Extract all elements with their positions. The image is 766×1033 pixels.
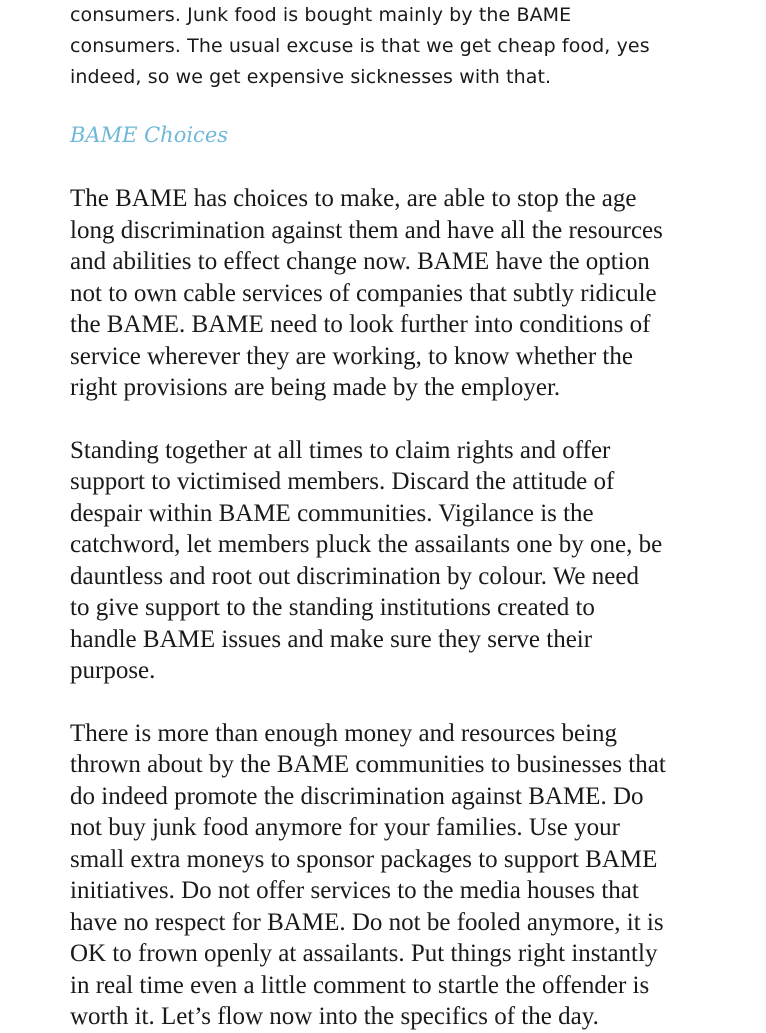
paragraph-line: despair within BAME communities. Vigilance is the [70, 499, 594, 527]
paragraph-line: catchword, let members pluck the assailants one by one, be [70, 531, 663, 558]
body-paragraph [70, 435, 710, 687]
intro-paragraph [70, 0, 710, 93]
intro-line: consumers. Junk food is bought mainly by the BAME [70, 4, 572, 26]
section-heading: BAME Choices [70, 123, 229, 147]
paragraph-line: long discrimination against them and have all the resources [70, 216, 663, 244]
paragraph-line: not to own cable services of companies that subtly ridicule [70, 279, 657, 307]
intro-line: consumers. The usual excuse is that we get cheap food, yes [70, 35, 650, 57]
paragraph-line: Standing together at all times to claim rights and offer [70, 436, 611, 464]
paragraph-line: initiatives. Do not offer services to the media houses that [70, 877, 639, 904]
document-page [70, 0, 710, 1033]
paragraph-line: thrown about by the BAME communities to businesses that [70, 751, 666, 778]
body-paragraph [70, 183, 710, 404]
paragraph-line: support to victimised members. Discard the attitude of [70, 468, 615, 495]
paragraph-line: the BAME. BAME need to look further into conditions of [70, 311, 651, 338]
paragraph-line: and abilities to effect change now. BAME have the option [70, 248, 650, 275]
paragraph-line: have no respect for BAME. Do not be fooled anymore, it is [70, 908, 664, 936]
paragraph-line: purpose. [70, 657, 156, 684]
paragraph-line: The BAME has choices to make, are able to stop the age [70, 185, 637, 212]
paragraph-line: right provisions are being made by the employer. [70, 374, 561, 401]
paragraph-line: service wherever they are working, to know whether the [70, 342, 633, 370]
paragraph-line: OK to frown openly at assailants. Put things right instantly [70, 940, 658, 967]
paragraph-line: in real time even a little comment to startle the offender is [70, 971, 650, 999]
paragraph-line: handle BAME issues and make sure they serve their [70, 625, 593, 653]
paragraph-line: small extra moneys to sponsor packages to support BAME [70, 845, 658, 873]
paragraph-line: not buy junk food anymore for your families. Use your [70, 814, 620, 841]
paragraph-line: worth it. Let’s flow now into the specifics of the day. [70, 1003, 599, 1030]
body-paragraph [70, 718, 710, 1033]
intro-line: indeed, so we get expensive sicknesses with that. [70, 66, 552, 88]
paragraph-line: to give support to the standing institutions created to [70, 594, 595, 621]
paragraph-line: dauntless and root out discrimination by colour. We need [70, 562, 639, 590]
paragraph-line: do indeed promote the discrimination against BAME. Do [70, 782, 644, 810]
paragraph-line: There is more than enough money and resources being [70, 719, 618, 747]
